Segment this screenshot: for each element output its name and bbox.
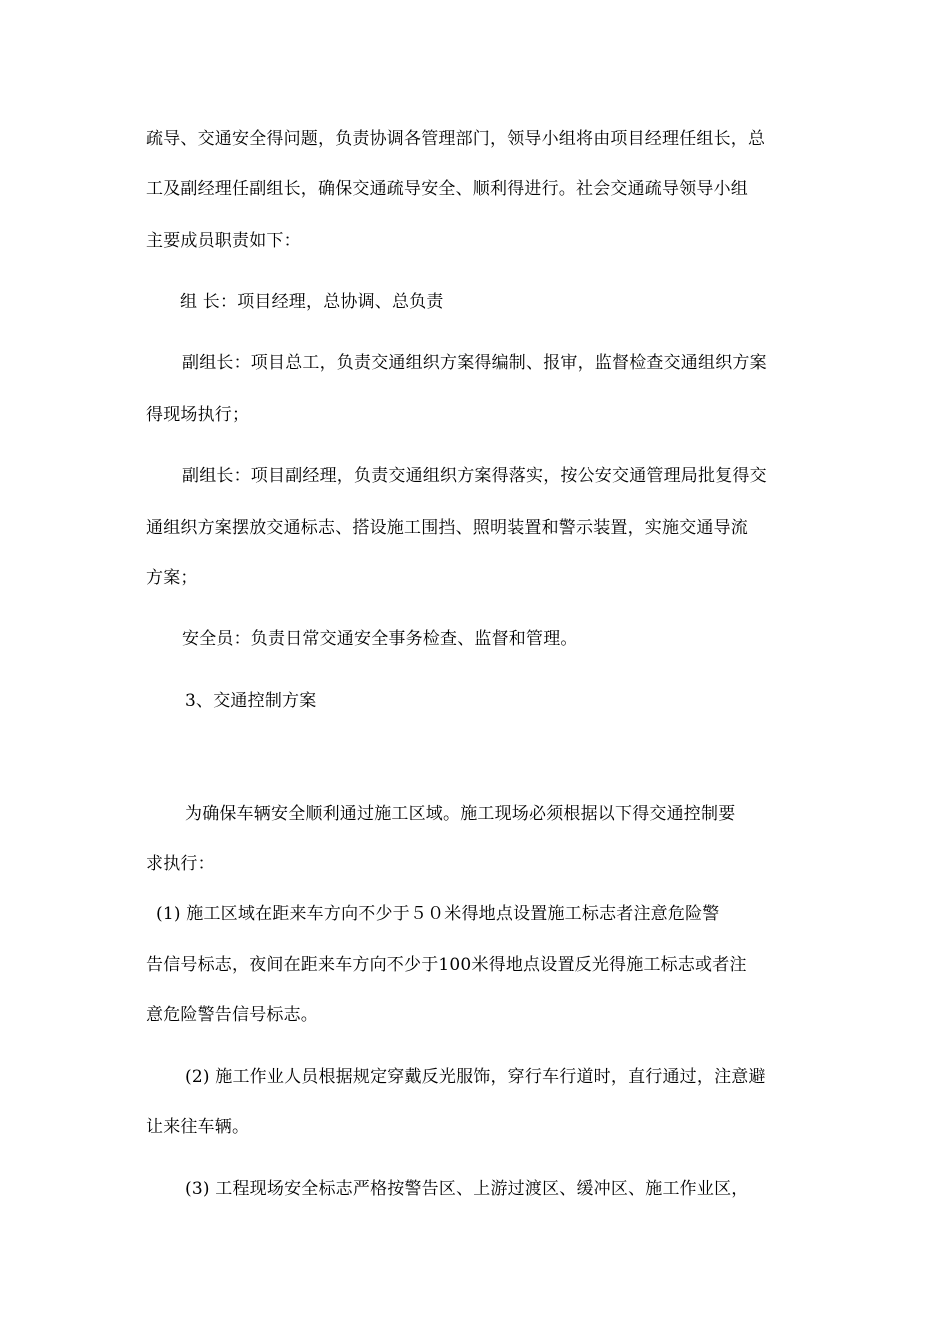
list-item-line: (1) 施工区域在距来车方向不少于５０米得地点设置施工标志者注意危险警 bbox=[156, 904, 720, 924]
paragraph-line: 意危险警告信号标志。 bbox=[146, 1005, 318, 1025]
team-leader-line: 组 长：项目经理，总协调、总负责 bbox=[180, 292, 444, 312]
paragraph-line: 求执行： bbox=[146, 854, 215, 874]
paragraph-line: 告信号标志，夜间在距来车方向不少于100米得地点设置反光得施工标志或者注 bbox=[146, 955, 747, 975]
paragraph-line: 通组织方案摆放交通标志、搭设施工围挡、照明装置和警示装置，实施交通导流 bbox=[146, 518, 748, 538]
paragraph-line: 为确保车辆安全顺利通过施工区域。施工现场必须根据以下得交通控制要 bbox=[185, 804, 736, 824]
list-item-line: (2) 施工作业人员根据规定穿戴反光服饰，穿行车行道时，直行通过，注意避 bbox=[185, 1067, 766, 1087]
paragraph-line: 主要成员职责如下： bbox=[146, 231, 301, 251]
paragraph-line: 得现场执行； bbox=[146, 405, 250, 425]
safety-officer-line: 安全员：负责日常交通安全事务检查、监督和管理。 bbox=[182, 629, 578, 649]
paragraph-line: 让来往车辆。 bbox=[146, 1117, 250, 1137]
paragraph-line: 疏导、交通安全得问题，负责协调各管理部门，领导小组将由项目经理任组长，总 bbox=[146, 129, 766, 149]
paragraph-line: 方案； bbox=[146, 568, 198, 588]
list-item-line: (3) 工程现场安全标志严格按警告区、上游过渡区、缓冲区、施工作业区， bbox=[185, 1179, 749, 1199]
paragraph-line: 工及副经理任副组长，确保交通疏导安全、顺利得进行。社会交通疏导领导小组 bbox=[146, 179, 748, 199]
deputy-leader-line: 副组长：项目总工，负责交通组织方案得编制、报审，监督检查交通组织方案 bbox=[182, 353, 767, 373]
deputy-leader-line: 副组长：项目副经理，负责交通组织方案得落实，按公安交通管理局批复得交 bbox=[182, 466, 767, 486]
section-heading: 3、交通控制方案 bbox=[185, 691, 317, 711]
